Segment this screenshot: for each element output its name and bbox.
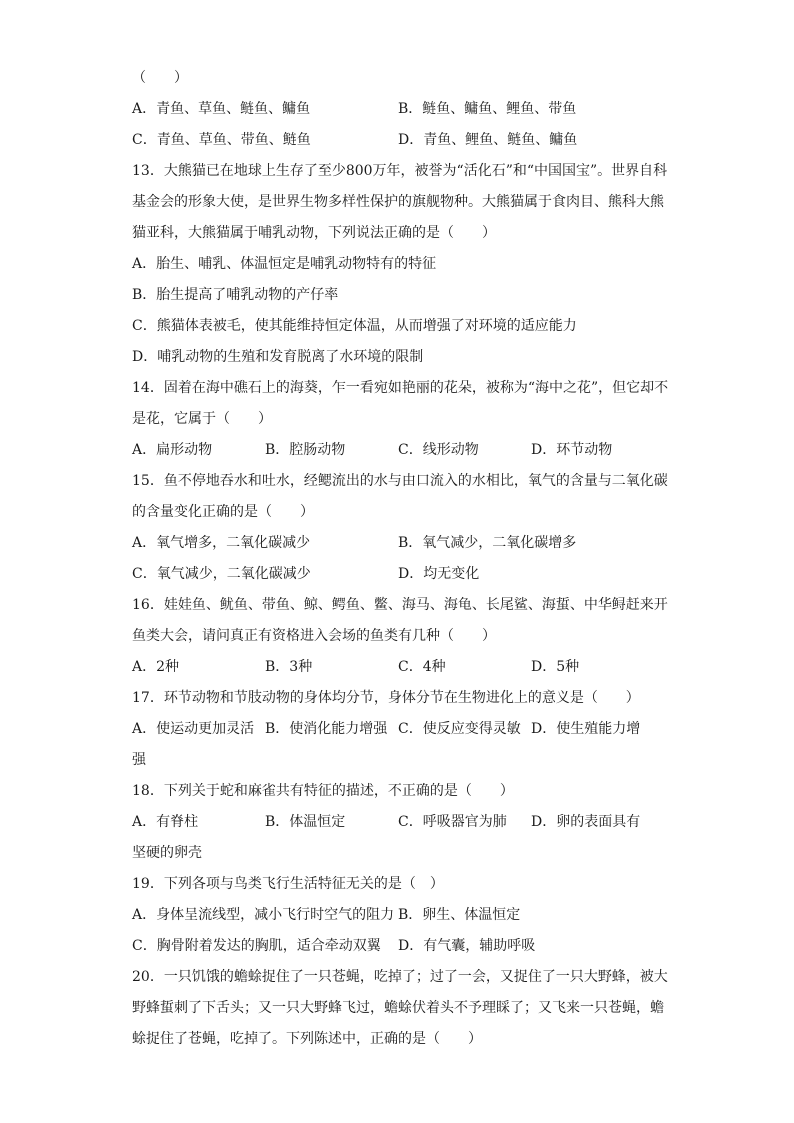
q13-option-d[interactable]: D．哺乳动物的生殖和发育脱离了水环境的限制: [132, 349, 424, 365]
q16-option-b[interactable]: B．3种: [265, 659, 313, 675]
q12-options-row-2: [132, 125, 664, 156]
q18-stem-line-1: 18．下列关于蛇和麻雀共有特征的描述，不正确的是（ ）: [132, 783, 514, 799]
q12-bracket: （ ）: [132, 70, 188, 86]
q16-option-d[interactable]: D．5种: [531, 659, 580, 675]
q15-option-c[interactable]: C．氧气减少，二氧化碳减少: [132, 566, 311, 582]
q16-stem-line-2: 鱼类大会，请问真正有资格进入会场的鱼类有几种（ ）: [132, 628, 496, 644]
q14-options-row: [132, 435, 664, 466]
q19-option-a[interactable]: A．身体呈流线型，减小飞行时空气的阻力: [132, 907, 395, 923]
q16-option-a[interactable]: A．2种: [132, 659, 180, 675]
q13-stem-line-2: 基金会的形象大使，是世界生物多样性保护的旗舰物种。大熊猫属于食肉目、熊科大熊: [132, 194, 664, 210]
q16-option-c[interactable]: C．4种: [398, 659, 446, 675]
q13-option-c[interactable]: C．熊猫体表被毛，使其能维持恒定体温，从而增强了对环境的适应能力: [132, 318, 577, 334]
q19-stem-line-1: 19．下列各项与鸟类飞行生活特征无关的是（ ）: [132, 876, 444, 892]
q15-stem-line-2: 的含量变化正确的是（ ）: [132, 504, 314, 520]
q18-options-row: [132, 807, 664, 838]
q13-stem-line-3: 猫亚科，大熊猫属于哺乳动物，下列说法正确的是（ ）: [132, 225, 496, 241]
q19-option-b[interactable]: B．卵生、体温恒定: [398, 907, 521, 923]
q17-option-b[interactable]: B．使消化能力增强: [265, 721, 388, 737]
q17-stem-line-1: 17．环节动物和节肢动物的身体均分节，身体分节在生物进化上的意义是（ ）: [132, 690, 640, 706]
q19-options-row-1: [132, 900, 664, 931]
q19-options-row-2: [132, 931, 664, 962]
q18-option-d[interactable]: D．卵的表面具有: [531, 814, 641, 830]
q13-option-a[interactable]: A．胎生、哺乳、体温恒定是哺乳动物特有的特征: [132, 256, 437, 272]
q20-stem-line-2: 野蜂蜇刺了下舌头；又一只大野蜂飞过，蟾蜍伏着头不予理睬了；又飞来一只苍蝇，蟾: [132, 1000, 664, 1016]
q18-option-c[interactable]: C．呼吸器官为肺: [398, 814, 507, 830]
q13-stem-line-1: 13．大熊猫已在地球上生存了至少800万年，被誉为“活化石”和“中国国宝”。世界自科: [132, 163, 668, 179]
q14-option-b[interactable]: B．腔肠动物: [265, 442, 346, 458]
q20-stem-line-1: 20．一只饥饿的蟾蜍捉住了一只苍蝇，吃掉了；过了一会，又捉住了一只大野蜂，被大: [132, 969, 668, 985]
q17-option-a[interactable]: A．使运动更加灵活: [132, 721, 255, 737]
q15-option-b[interactable]: B．氧气减少，二氧化碳增多: [398, 535, 577, 551]
q17-option-d-overflow: 强: [132, 752, 146, 768]
q18-option-a[interactable]: A．有脊柱: [132, 814, 199, 830]
q15-options-row-2: [132, 559, 664, 590]
q18-option-b[interactable]: B．体温恒定: [265, 814, 346, 830]
q14-option-d[interactable]: D．环节动物: [531, 442, 613, 458]
q12-options-row-1: [132, 94, 664, 125]
q16-stem-line-1: 16．娃娃鱼、鱿鱼、带鱼、鲸、鳄鱼、鳖、海马、海龟、长尾鲨、海蜇、中华鲟赶来开: [132, 597, 668, 613]
q12-option-c[interactable]: C．青鱼、草鱼、带鱼、鲢鱼: [132, 132, 311, 148]
q14-stem-line-2: 是花，它属于（ ）: [132, 411, 272, 427]
q17-option-c[interactable]: C．使反应变得灵敏: [398, 721, 521, 737]
q13-option-b[interactable]: B．胎生提高了哺乳动物的产仔率: [132, 287, 339, 303]
q19-option-d[interactable]: D．有气囊，辅助呼吸: [398, 938, 536, 954]
q12-option-a[interactable]: A．青鱼、草鱼、鲢鱼、鳙鱼: [132, 101, 311, 117]
q12-option-b[interactable]: B．鲢鱼、鳙鱼、鲤鱼、带鱼: [398, 101, 577, 117]
q17-options-row: [132, 714, 664, 745]
q15-stem-line-1: 15．鱼不停地吞水和吐水，经鳃流出的水与由口流入的水相比，氧气的含量与二氧化碳: [132, 473, 668, 489]
q16-options-row: [132, 652, 664, 683]
q14-option-c[interactable]: C．线形动物: [398, 442, 479, 458]
q15-option-d[interactable]: D．均无变化: [398, 566, 480, 582]
q15-options-row-1: [132, 528, 664, 559]
q12-option-d[interactable]: D．青鱼、鲤鱼、鲢鱼、鳙鱼: [398, 132, 578, 148]
q14-option-a[interactable]: A．扁形动物: [132, 442, 213, 458]
q18-option-d-overflow: 坚硬的卵壳: [132, 845, 202, 861]
q14-stem-line-1: 14．固着在海中礁石上的海葵，乍一看宛如艳丽的花朵，被称为“海中之花”，但它却不: [132, 380, 669, 396]
q20-stem-line-3: 蜍捉住了苍蝇，吃掉了。下列陈述中，正确的是（ ）: [132, 1031, 482, 1047]
q19-option-c[interactable]: C．胸骨附着发达的胸肌，适合牵动双翼: [132, 938, 381, 954]
q15-option-a[interactable]: A．氧气增多，二氧化碳减少: [132, 535, 311, 551]
q17-option-d[interactable]: D．使生殖能力增: [531, 721, 641, 737]
document-page: [132, 63, 669, 1055]
